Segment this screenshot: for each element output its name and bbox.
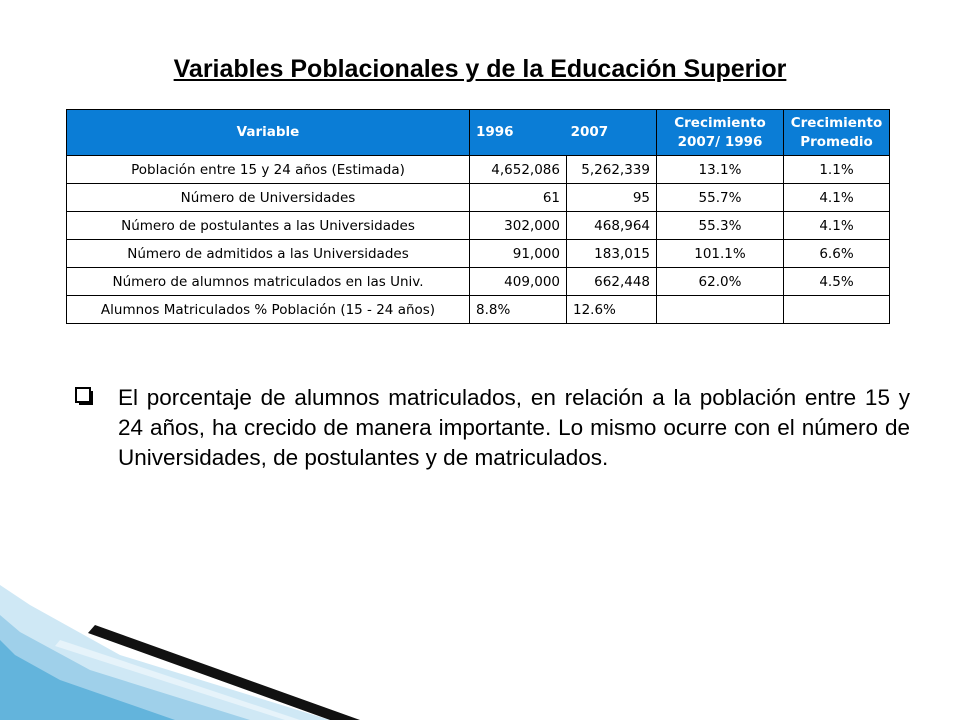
header-year-1996: 1996 (476, 124, 514, 140)
row-2007: 662,448 (567, 268, 657, 296)
header-avg-line2: Promedio (800, 133, 873, 150)
bullet-text: El porcentaje de alumnos matriculados, en relación a la población entre 15 y 24 años, ha crecido de manera importante. Lo mismo ocurre con el número de Universidades, de postulantes y de matriculados. (118, 385, 910, 470)
header-years (470, 110, 657, 156)
row-variable: Alumnos Matriculados % Población (15 - 24 años) (67, 296, 470, 324)
row-growth: 101.1% (657, 240, 784, 268)
row-variable: Número de postulantes a las Universidades (67, 212, 470, 240)
header-year-2007: 2007 (570, 124, 609, 140)
data-table (66, 109, 890, 324)
slide-title: Variables Poblacionales y de la Educación Superior (173, 55, 787, 83)
row-1996: 302,000 (470, 212, 567, 240)
table-row (67, 240, 890, 268)
row-1996: 8.8% (470, 296, 567, 324)
row-growth: 55.7% (657, 184, 784, 212)
header-average-growth (784, 110, 890, 156)
row-average: 6.6% (784, 240, 890, 268)
header-avg-line1: Crecimiento (790, 114, 883, 131)
table-row (67, 296, 890, 324)
row-1996: 4,652,086 (470, 156, 567, 184)
row-1996: 61 (470, 184, 567, 212)
row-growth: 62.0% (657, 268, 784, 296)
row-variable: Población entre 15 y 24 años (Estimada) (67, 156, 470, 184)
row-2007: 183,015 (567, 240, 657, 268)
row-1996: 91,000 (470, 240, 567, 268)
table-row (67, 184, 890, 212)
header-growth-line2: 2007/ 1996 (677, 133, 763, 150)
table-row (67, 212, 890, 240)
row-2007: 95 (567, 184, 657, 212)
corner-swoosh-dark-band (0, 640, 175, 720)
table-row (67, 156, 890, 184)
row-average: 4.1% (784, 212, 890, 240)
hollow-square-bullet-icon (75, 387, 94, 406)
row-average (784, 296, 890, 324)
row-2007: 5,262,339 (567, 156, 657, 184)
row-growth: 55.3% (657, 212, 784, 240)
header-variable: Variable (67, 110, 470, 156)
row-average: 1.1% (784, 156, 890, 184)
table-header-row (67, 110, 890, 156)
header-growth-line1: Crecimiento (674, 114, 766, 131)
row-growth (657, 296, 784, 324)
row-average: 4.5% (784, 268, 890, 296)
row-growth: 13.1% (657, 156, 784, 184)
row-average: 4.1% (784, 184, 890, 212)
table-row (67, 268, 890, 296)
row-variable: Número de Universidades (67, 184, 470, 212)
corner-swoosh-mid (0, 615, 250, 720)
row-1996: 409,000 (470, 268, 567, 296)
corner-swoosh-light (0, 585, 330, 720)
row-variable: Número de alumnos matriculados en las Univ. (67, 268, 470, 296)
corner-black-line (88, 625, 360, 720)
row-2007: 468,964 (567, 212, 657, 240)
corner-light-line (55, 640, 300, 720)
header-growth (657, 110, 784, 156)
row-variable: Número de admitidos a las Universidades (67, 240, 470, 268)
row-2007: 12.6% (567, 296, 657, 324)
